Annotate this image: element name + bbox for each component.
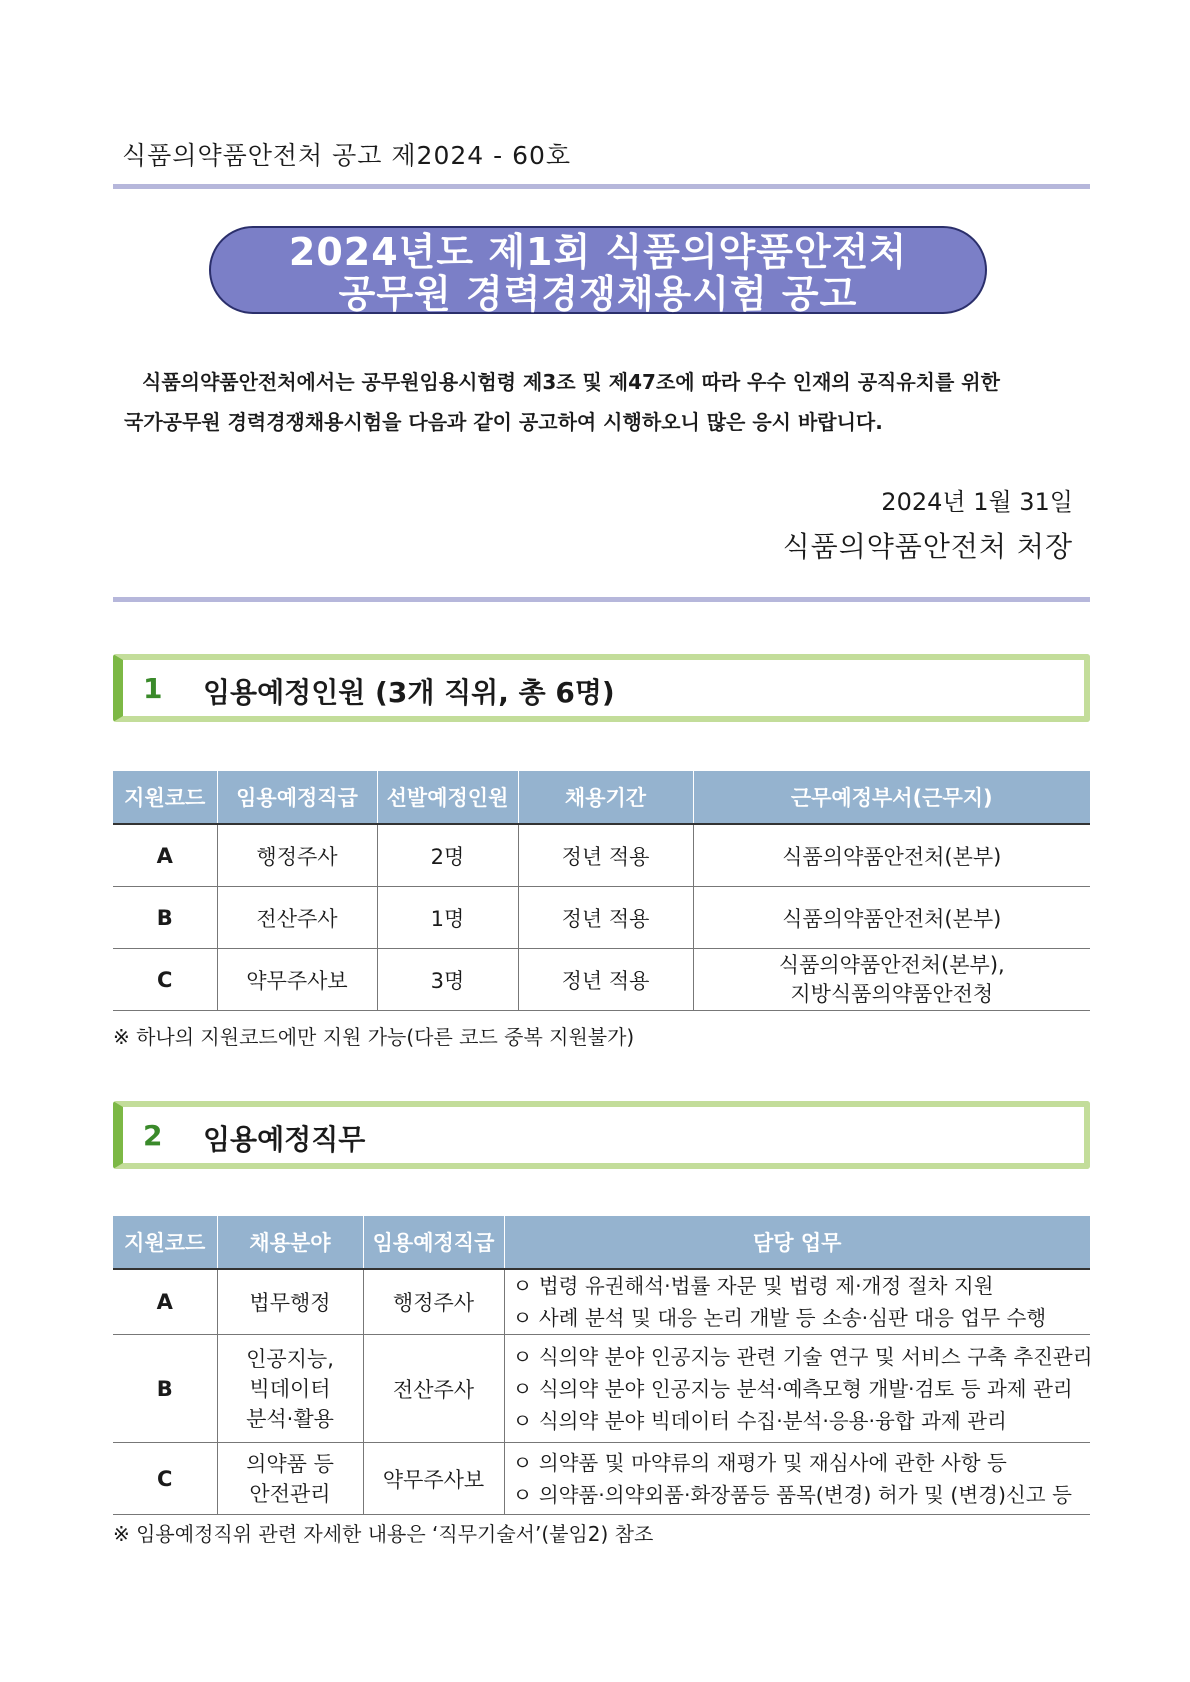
bottom-divider bbox=[113, 597, 1090, 602]
field-line: 분석·활용 bbox=[246, 1406, 334, 1431]
cell-duties bbox=[504, 1443, 1090, 1515]
table-row bbox=[113, 1269, 1090, 1335]
duty-item: ㅇ 식의약 분야 빅데이터 수집·분석·응용·융합 과제 관리 bbox=[512, 1408, 1007, 1433]
issuer-signature: 식품의약품안전처 처장 bbox=[782, 530, 1073, 563]
section-1-note: ※ 하나의 지원코드에만 지원 가능(다른 코드 중복 지원불가) bbox=[113, 1025, 635, 1049]
field-line: 빅데이터 bbox=[249, 1376, 331, 1401]
table-row bbox=[113, 1335, 1090, 1443]
section-2-header bbox=[113, 1101, 1090, 1169]
field-line: 의약품 등 bbox=[246, 1451, 334, 1476]
col-code: 지원코드 bbox=[113, 1216, 217, 1269]
duty-item: ㅇ 법령 유권해석·법률 자문 및 법령 제·개정 절차 지원 bbox=[512, 1274, 994, 1298]
table-row bbox=[113, 1443, 1090, 1515]
cell-grade: 행정주사 bbox=[217, 824, 377, 887]
cell-dept bbox=[693, 887, 1090, 949]
dept-line: 식품의약품안전처(본부), bbox=[778, 952, 1005, 977]
cell-grade: 전산주사 bbox=[217, 887, 377, 949]
cell-grade: 행정주사 bbox=[363, 1269, 504, 1335]
notice-number: 식품의약품안전처 공고 제2024 - 60호 bbox=[122, 141, 572, 170]
cell-period: 정년 적용 bbox=[518, 887, 693, 949]
section-2-number: 2 bbox=[143, 1119, 163, 1152]
cell-dept bbox=[693, 824, 1090, 887]
table-row bbox=[113, 824, 1090, 887]
dept-line: 식품의약품안전처(본부) bbox=[782, 906, 1002, 931]
col-field: 채용분야 bbox=[217, 1216, 363, 1269]
cell-grade: 약무주사보 bbox=[217, 949, 377, 1011]
duty-item: ㅇ 의약품·의약외품·화장품등 품목(변경) 허가 및 (변경)신고 등 bbox=[512, 1482, 1072, 1507]
col-count: 선발예정인원 bbox=[377, 771, 518, 824]
title-line-1: 2024년도 제1회 식품의약품안전처 bbox=[288, 230, 908, 274]
col-code: 지원코드 bbox=[113, 771, 217, 824]
dept-line: 지방식품의약품안전청 bbox=[790, 981, 994, 1006]
cell-field bbox=[217, 1269, 363, 1335]
section-1-title: 임용예정인원 (3개 직위, 총 6명) bbox=[203, 676, 615, 709]
section-2-note: ※ 임용예정직위 관련 자세한 내용은 ‘직무기술서’(붙임2) 참조 bbox=[113, 1522, 654, 1546]
duty-item: ㅇ 식의약 분야 인공지능 분석·예측모형 개발·검토 등 과제 관리 bbox=[512, 1376, 1073, 1401]
cell-duties bbox=[504, 1335, 1093, 1443]
intro-paragraph bbox=[124, 362, 1079, 442]
col-dept: 근무예정부서(근무지) bbox=[693, 771, 1090, 824]
duty-item: ㅇ 사례 분석 및 대응 논리 개발 등 소송·심판 대응 업무 수행 bbox=[512, 1306, 1047, 1330]
cell-period: 정년 적용 bbox=[518, 949, 693, 1011]
cell-duties bbox=[504, 1269, 1090, 1335]
duties-table-header bbox=[113, 1216, 1090, 1269]
section-2-title: 임용예정직무 bbox=[203, 1123, 366, 1156]
cell-code: C bbox=[113, 1443, 217, 1515]
staffing-table-header bbox=[113, 771, 1090, 824]
table-row bbox=[113, 887, 1090, 949]
table-row bbox=[113, 949, 1090, 1011]
field-line: 안전관리 bbox=[249, 1481, 331, 1506]
section-1-number: 1 bbox=[143, 672, 163, 705]
cell-count: 1명 bbox=[377, 887, 518, 949]
field-line: 인공지능, bbox=[246, 1346, 334, 1371]
intro-line-2: 국가공무원 경력경쟁채용시험을 다음과 같이 공고하여 시행하오니 많은 응시 바랍니다. bbox=[124, 410, 883, 434]
field-line: 법무행정 bbox=[249, 1291, 331, 1315]
col-grade: 임용예정직급 bbox=[363, 1216, 504, 1269]
duties-table bbox=[113, 1216, 1093, 1515]
cell-grade: 약무주사보 bbox=[363, 1443, 504, 1515]
section-1-header bbox=[113, 654, 1090, 722]
announcement-date: 2024년 1월 31일 bbox=[881, 488, 1073, 516]
cell-count: 3명 bbox=[377, 949, 518, 1011]
cell-dept bbox=[693, 949, 1090, 1011]
cell-field bbox=[217, 1335, 363, 1443]
duty-item: ㅇ 의약품 및 마약류의 재평가 및 재심사에 관한 사항 등 bbox=[512, 1450, 1007, 1475]
col-period: 채용기간 bbox=[518, 771, 693, 824]
staffing-table bbox=[113, 771, 1090, 1011]
cell-count: 2명 bbox=[377, 824, 518, 887]
cell-code: A bbox=[113, 824, 217, 887]
cell-grade: 전산주사 bbox=[363, 1335, 504, 1443]
col-grade: 임용예정직급 bbox=[217, 771, 377, 824]
col-duties: 담당 업무 bbox=[504, 1216, 1090, 1269]
cell-code: B bbox=[113, 1335, 217, 1443]
title-banner bbox=[209, 226, 987, 314]
intro-line-1: 식품의약품안전처에서는 공무원임용시험령 제3조 및 제47조에 따라 우수 인재의 공직유치를 위한 bbox=[142, 370, 1000, 394]
duty-item: ㅇ 식의약 분야 인공지능 관련 기술 연구 및 서비스 구축 추진관리 bbox=[512, 1344, 1093, 1369]
cell-period: 정년 적용 bbox=[518, 824, 693, 887]
dept-line: 식품의약품안전처(본부) bbox=[782, 844, 1002, 869]
cell-code: C bbox=[113, 949, 217, 1011]
title-line-2: 공무원 경력경쟁채용시험 공고 bbox=[338, 272, 858, 316]
top-divider bbox=[113, 184, 1090, 189]
cell-code: B bbox=[113, 887, 217, 949]
cell-field bbox=[217, 1443, 363, 1515]
cell-code: A bbox=[113, 1269, 217, 1335]
